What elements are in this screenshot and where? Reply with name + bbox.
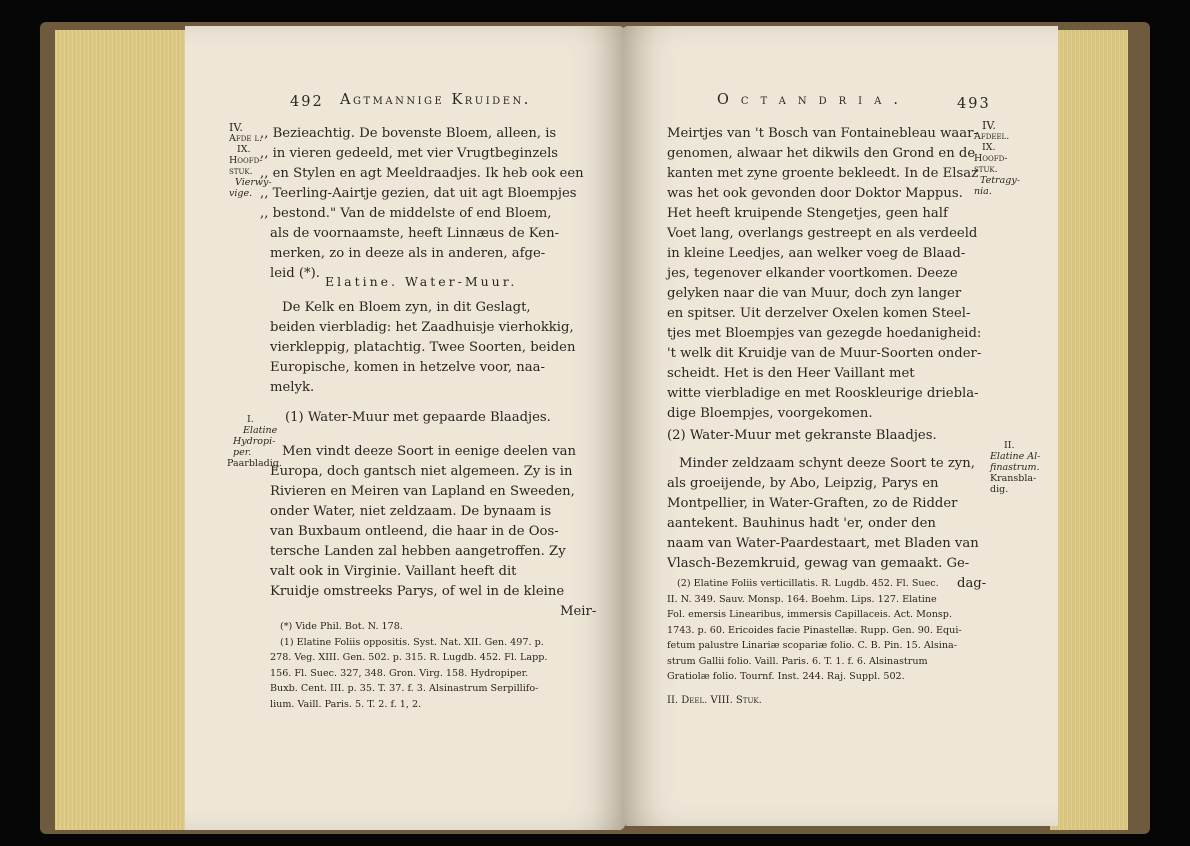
left-species-1-text: Men vindt deeze Soort in eenige deelen van Europa, doch gantsch niet algemeen. Zy is in Rivieren en Meiren van Lapland en Sweeden, onder Water, niet zeldzaam. De bynaam is van Buxbaum ontleend, die haar in de Oos- tersche Landen zal hebben aangetroffen. Zy valt ook in Virginie. Vaillant heeft dit Kruidje omstreeks Parys, of wel in de kleine Meir-	[270, 444, 597, 619]
right-body-text: Meirtjes van 't Bosch van Fontainebleau waar- genomen, alwaar het dikwils den Grond en de kanten met zyne groente bekleedt. In de Elsaz was het ook gevonden door Doktor Mappus. Het heeft kruipende Stengetjes, geen half Voet lang, overlangs gestreept en als verdeeld in kleine Leedjes, aan welker voeg de Blaad- jes, tegenover elkander voortkomen. Deeze gelyken naar die van Muur, doch zyn langer en spitser. Uit derzelver Oxelen komen Steel- tjes met Bloempjes van gezegde hoedanigheid: 't welk dit Kruidje van de Muur-Soorten onder- scheidt. Het is den Heer Vaillant met witte vierbladige en met Rooskleurige driebla- dige Bloempjes, voorgekomen.	[667, 126, 982, 421]
section-title-elatine: Elatine. Water-Muur.	[325, 274, 518, 289]
species-2-heading: (2) Water-Muur met gekranste Blaadjes.	[667, 428, 937, 443]
right-page	[622, 26, 1058, 826]
left-margin-top: IV. Afde l. IX. Hoofd- stuk. Vierwy- vige.	[229, 121, 272, 199]
right-margin-top: IV. Afdeel. IX. Hoofd- stuk. Tetragy- nia.	[974, 119, 1020, 197]
right-running-head: Octandria.	[717, 92, 910, 108]
species-1-heading: (1) Water-Muur met gepaarde Blaadjes.	[285, 410, 551, 425]
right-page-number: 493	[957, 96, 991, 112]
page-edges-right	[1050, 30, 1128, 830]
right-species-2-text: Minder zeldzaam schynt deeze Soort te zyn, als groeijende, by Abo, Leipzig, Parys en Montpellier, in Water-Graften, zo de Ridder aantekent. Bauhinus hadt 'er, onder den naam van Water-Paardestaart, met Bladen van Vlasch-Bezemkruid, gewag van gemaakt. Ge- dag-	[667, 456, 987, 591]
left-page-number: 492	[290, 94, 324, 110]
left-margin-species-1: I. Elatine Hydropi- per. Paarbladig.	[227, 414, 282, 469]
right-footnotes: (2) Elatine Foliis verticillatis. R. Lugdb. 452. Fl. Suec. II. N. 349. Sauv. Monsp. 164. Boehm. Lips. 127. Elatine Fol. emersis Linearibus, immersis Capillaceis. Act. Monsp. 1743. p. 60. Ericoides facie Pinastellæ. Rupp. Gen. 90. Equi- fetum palustre Linariæ scopariæ folio. C. B. Pin. 15. Alsina- strum Gallii folio. Vaill. Paris. 6. T. 1. f. 6. Alsinastrum Gratiolæ folio. Tournf. Inst. 244. Raj. Suppl. 502.	[667, 578, 962, 682]
left-genus-description: De Kelk en Bloem zyn, in dit Geslagt, beiden vierbladig: het Zaadhuisje vierhokkig, vierkleppig, platachtig. Twee Soorten, beiden Europische, komen in hetzelve voor, naa- melyk.	[270, 300, 576, 395]
left-footnotes: (*) Vide Phil. Bot. N. 178. (1) Elatine Foliis oppositis. Syst. Nat. XII. Gen. 497. p. 278. Veg. XIII. Gen. 502. p. 315. R. Lugdb. 452. Fl. Lapp. 156. Fl. Suec. 327, 348. Gron. Virg. 158. Hydropiper. Buxb. Cent. III. p. 35. T. 37. f. 3. Alsinastrum Serpillifo- lium. Vaill. Paris. 5. T. 2. f. 1, 2.	[270, 621, 548, 710]
page-edges-left	[55, 30, 195, 830]
left-body-text: ,, Bezieachtig. De bovenste Bloem, alleen, is ,, in vieren gedeeld, met vier Vrugtbeginzels ,, en Stylen en agt Meeldraadjes. Ik heb ook een ,, Teerling-Aairtje gezien, dat uit agt Bloempjes ,, bestond." Van de middelste of end Bloem, als de voornaamste, heeft Linnæus de Ken- merken, zo in deeze als in anderen, afge- leid (*).	[260, 126, 584, 281]
signature-mark: II. Deel. VIII. Stuk.	[667, 695, 762, 706]
right-margin-species-2: II. Elatine Al- finastrum. Kransbla- dig.	[990, 440, 1041, 495]
left-page	[185, 26, 625, 830]
left-running-head: Agtmannige Kruiden.	[340, 92, 531, 108]
